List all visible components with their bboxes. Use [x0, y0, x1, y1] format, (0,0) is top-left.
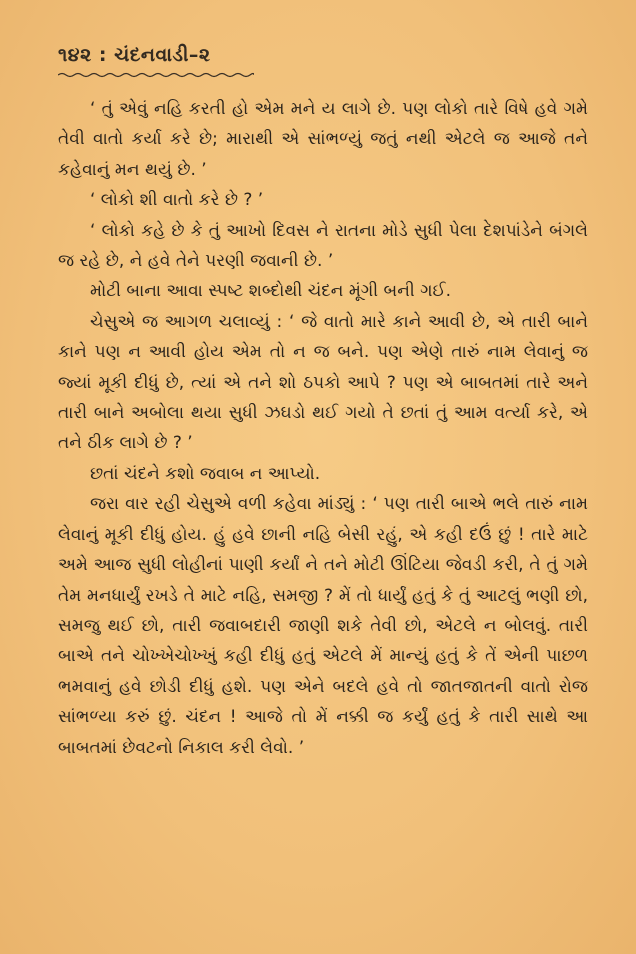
header-rule: [58, 72, 254, 78]
paragraph: છતાં ચંદને કશો જવાબ ન આપ્યો.: [90, 463, 321, 484]
body-text: [58, 94, 594, 763]
paragraph: ચેસુએ જ આગળ ચલાવ્યું : ‘ જે વાતો મારે કાને આવી છે, એ તારી બાને કાને પણ ન આવી હોય એમ તો ન જ બને. પણ એણે તારું નામ લેવાનું જ જ્યાં મૂકી દીધું છે, ત્યાં એ તને શો ઠપકો આપે ? પણ એ બાબતમાં તારે અને તારી બાને અબોલા થયા સુધી ઝઘડો થઈ ગયો તે છતાં તું આમ વર્ત્યા કરે, એ તને ઠીક લાગે છે ? ’: [58, 311, 594, 454]
paragraph: ‘ લોકો શી વાતો કરે છે ? ’: [90, 190, 264, 211]
paragraph: જરા વાર રહી ચેસુએ વળી કહેવા માંડ્યું : ‘ પણ તારી બાએ ભલે તારું નામ લેવાનું મૂકી દીધું હોય. હું હવે છાની નહિ બેસી રહું, એ કહી દઉં છું ! તારે માટે અમે આજ સુધી લોહીનાં પાણી કર્યાં ને તને મોટી ઊંટિયા જેવડી કરી, તે તું ગમે તેમ મનધાર્યું રખડે તે માટે નહિ, સમજી ? મેં તો ધાર્યું હતું કે તું આટલું ભણી છો, સમજુ થઈ છો, તારી જવાબદારી જાણી શકે તેવી છો, એટલે ન બોલવું. તારી બાએ તને ચોખ્ખેચોખ્ખું કહી દીધું હતું એટલે મેં માન્યું હતું કે તેં એની પાછળ ભમવાનું હવે છોડી દીધું હશે. પણ એને બદલે હવે તો જાતજાતની વાતો રોજ સાંભળ્યા કરું છું. ચંદન ! આજે તો મેં નક્કી જ કર્યું હતું કે તારી સાથે આ બાબતમાં છેવટનો નિકાલ કરી લેવો. ’: [58, 494, 594, 758]
paragraph: મોટી બાના આવા સ્પષ્ટ શબ્દોથી ચંદન મૂંગી બની ગઈ.: [90, 281, 452, 302]
paragraph: ‘ લોકો કહે છે કે તું આખો દિવસ ને રાતના મોડે સુધી પેલા દેશપાંડેને બંગલે જ રહે છે, ને હવે તેને પરણી જવાની છે. ’: [58, 220, 594, 272]
running-header: ૧૪૨ : ચંદનવાડી–૨: [58, 44, 211, 66]
paragraph: ‘ તું એવું નહિ કરતી હો એમ મને ય લાગે છે. પણ લોકો તારે વિષે હવે ગમે તેવી વાતો કર્યા કરે છે; મારાથી એ સાંભળ્યું જતું નથી એટલે જ આજે તને કહેવાનું મન થયું છે. ’: [58, 99, 594, 180]
